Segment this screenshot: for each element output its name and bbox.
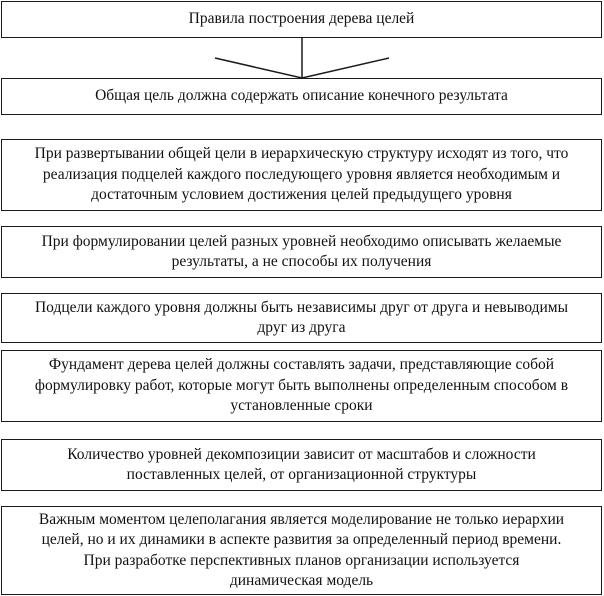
rule-box-3 <box>1 226 602 278</box>
rule-box-1 <box>1 78 602 115</box>
rule-text-1: Общая цель должна содержать описание конечного результата <box>95 87 508 105</box>
rule-box-6 <box>1 439 602 491</box>
rule-box-2 <box>1 139 602 211</box>
rule-text-6: Количество уровней декомпозиции зависит от масштабов и сложности поставленных целей, от организационной структуры <box>67 445 536 483</box>
rule-box-4 <box>1 293 602 343</box>
rule-box-5 <box>1 350 602 422</box>
rule-text-7: Важным моментом целеполагания является моделирование не только иерархии целей, но и их динамики в аспекте развития за определенный период времени. При разработке перспективных планов организации используется динамическая модель <box>38 510 565 589</box>
rule-text-5: Фундамент дерева целей должны составлять задачи, представляющие собой формулировку работ, которые могут быть выполнены определенным способом в установленные сроки <box>34 356 569 415</box>
rule-text-4: Подцели каждого уровня должны быть независимы друг от друга и невыводимы друг из друга <box>34 298 569 336</box>
rule-text-2: При развертывании общей цели в иерархическую структуру исходят из того, что реализация подцелей каждого последующего уровня является необходимым и достаточным условием достижения целей предыдущего уровня <box>34 145 569 204</box>
rule-text-3: При формулировании целей разных уровней необходимо описывать желаемые результаты, а не способы их получения <box>41 232 562 270</box>
title-box <box>1 1 602 38</box>
title-text: Правила построения дерева целей <box>188 10 415 28</box>
rule-box-7 <box>1 506 602 595</box>
